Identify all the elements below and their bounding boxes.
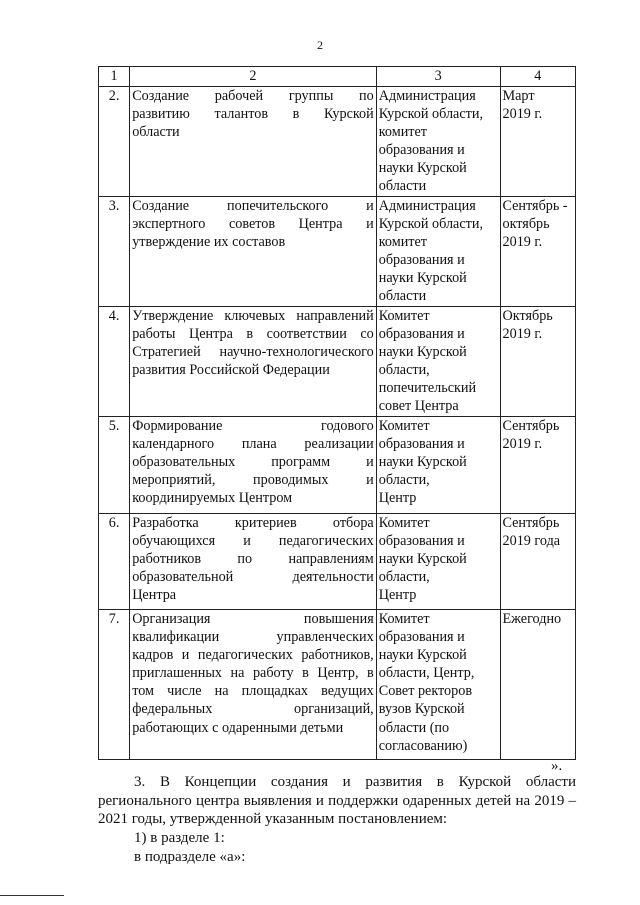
task-cell-line: области	[132, 124, 180, 141]
deadline-cell	[500, 87, 576, 197]
responsible-cell-line: образования и	[378, 436, 465, 453]
task-cell-line: образовательных программ и	[132, 454, 374, 471]
deadline-cell	[500, 514, 576, 610]
responsible-cell-line: науки Курской	[378, 551, 467, 568]
responsible-cell-line: области,	[378, 472, 430, 489]
responsible-cell-line: Центр	[378, 490, 417, 507]
table-row	[99, 87, 576, 197]
deadline-cell-line: 2019 г.	[502, 106, 543, 123]
task-cell-line: работы Центра в соответствии со	[132, 326, 374, 343]
task-cell-line: Стратегией научно-технологического	[132, 344, 374, 361]
row-number: 7.	[99, 610, 130, 760]
deadline-cell-line: Ежегодно	[502, 611, 562, 627]
responsible-cell-line: науки Курской	[378, 344, 467, 361]
footnote-divider	[0, 895, 64, 896]
row-number: 3.	[99, 197, 130, 307]
deadline-cell	[500, 307, 576, 417]
deadline-cell-line: Октябрь	[502, 308, 553, 324]
subitem-subsection-a: в подразделе «а»:	[134, 849, 246, 865]
responsible-cell-line: области (по	[378, 719, 450, 736]
task-cell-line: календарного плана реализации	[132, 436, 374, 453]
task-cell-line: развития Российской Федерации	[132, 362, 330, 379]
header-col-3: 3	[376, 67, 500, 87]
responsible-cell	[376, 514, 500, 610]
responsible-cell-line: совет Центра	[378, 398, 459, 415]
table-row	[99, 417, 576, 514]
row-number: 6.	[99, 514, 130, 610]
responsible-cell-line: Комитет	[378, 515, 430, 531]
closing-quote: ».	[551, 758, 563, 774]
task-cell	[130, 87, 377, 197]
task-cell-line: экспертного советов Центра и	[132, 216, 374, 233]
task-cell-line: Создание рабочей группы по	[132, 88, 374, 104]
table-row	[99, 514, 576, 610]
responsible-cell-line: Курской области,	[378, 106, 483, 123]
task-cell-line: обучающихся и педагогических	[132, 533, 374, 550]
responsible-cell-line: образования и	[378, 533, 465, 550]
task-cell	[130, 514, 377, 610]
task-cell	[130, 417, 377, 514]
task-cell-line: приглашенных на работу в Центр, в	[132, 665, 374, 682]
row-number: 4.	[99, 307, 130, 417]
responsible-cell-line: образования и	[378, 252, 465, 269]
task-cell-line: работников по направлениям	[132, 551, 374, 568]
deadline-cell	[500, 417, 576, 514]
task-cell	[130, 307, 377, 417]
subitem-section-1: 1) в разделе 1:	[134, 830, 225, 846]
deadline-cell-line: 2019 года	[502, 533, 561, 550]
deadline-cell	[500, 610, 576, 760]
responsible-cell-line: Администрация	[378, 88, 476, 104]
row-number: 2.	[99, 87, 130, 197]
table-row	[99, 610, 576, 760]
responsible-cell-line: области,	[378, 362, 430, 379]
responsible-cell-line: Совет ректоров	[378, 683, 473, 700]
task-cell-line: квалификации управленческих	[132, 629, 374, 646]
responsible-cell-line: комитет	[378, 124, 427, 141]
task-cell-line: утверждение их составов	[132, 234, 286, 251]
row-number: 5.	[99, 417, 130, 514]
page-number: 2	[317, 38, 323, 52]
responsible-cell-line: Курской области,	[378, 216, 483, 233]
table-row	[99, 197, 576, 307]
table-row	[99, 307, 576, 417]
table-header-row	[99, 67, 576, 87]
task-cell	[130, 197, 377, 307]
responsible-cell	[376, 87, 500, 197]
deadline-cell-line: 2019 г.	[502, 436, 543, 453]
task-cell-line: образовательной деятельности	[132, 569, 374, 586]
header-col-4: 4	[500, 67, 576, 87]
deadline-cell	[500, 197, 576, 307]
responsible-cell-line: комитет	[378, 234, 427, 251]
responsible-cell-line: науки Курской	[378, 270, 467, 287]
responsible-cell-line: образования и	[378, 629, 465, 646]
responsible-cell-line: вузов Курской	[378, 701, 465, 718]
deadline-cell-line: Сентябрь	[502, 515, 560, 531]
responsible-cell-line: области,	[378, 569, 430, 586]
task-cell-line: мероприятий, проводимых и	[132, 472, 374, 489]
task-cell-line: Утверждение ключевых направлений	[132, 308, 374, 324]
paragraph-3: 3. В Концепции создания и развития в Курской области регионального центра выявления и поддержки одаренных детей на 2019 – 2021 годы, утвержденной указанным постановлением:	[98, 774, 576, 827]
deadline-cell-line: 2019 г.	[502, 234, 543, 251]
task-cell-line: Создание попечительского и	[132, 198, 374, 214]
header-col-1: 1	[99, 67, 130, 87]
task-cell-line: Организация повышения	[132, 611, 374, 627]
task-cell-line: том числе на площадках ведущих	[132, 683, 374, 700]
responsible-cell-line: Центр	[378, 587, 417, 604]
deadline-cell-line: Сентябрь	[502, 418, 560, 434]
task-cell-line: федеральных организаций,	[132, 701, 374, 718]
responsible-cell-line: образования и	[378, 326, 465, 343]
responsible-cell-line: попечительский	[378, 380, 477, 397]
deadline-cell-line: Сентябрь -	[502, 198, 568, 214]
responsible-cell-line: согласованию)	[378, 737, 468, 754]
responsible-cell-line: Комитет	[378, 308, 430, 324]
responsible-cell-line: области	[378, 288, 427, 305]
task-cell-line: развитию талантов в Курской	[132, 106, 374, 123]
responsible-cell-line: Комитет	[378, 611, 430, 627]
responsible-cell-line: науки Курской	[378, 647, 467, 664]
responsible-cell-line: науки Курской	[378, 454, 467, 471]
responsible-cell	[376, 197, 500, 307]
task-cell-line: Формирование годового	[132, 418, 374, 434]
responsible-cell	[376, 417, 500, 514]
header-col-2: 2	[130, 67, 377, 87]
responsible-cell-line: науки Курской	[378, 160, 467, 177]
task-cell	[130, 610, 377, 760]
task-cell-line: координируемых Центром	[132, 490, 293, 507]
action-plan-table	[98, 66, 576, 760]
deadline-cell-line: октябрь	[502, 216, 550, 233]
responsible-cell-line: области	[378, 178, 427, 195]
deadline-cell-line: Март	[502, 88, 535, 104]
responsible-cell-line: Администрация	[378, 198, 476, 214]
responsible-cell	[376, 610, 500, 760]
responsible-cell-line: области, Центр,	[378, 665, 475, 682]
task-cell-line: Разработка критериев отбора	[132, 515, 374, 531]
task-cell-line: работающих с одаренными детьми	[132, 719, 344, 736]
responsible-cell	[376, 307, 500, 417]
responsible-cell-line: образования и	[378, 142, 465, 159]
task-cell-line: Центра	[132, 587, 177, 604]
responsible-cell-line: Комитет	[378, 418, 430, 434]
deadline-cell-line: 2019 г.	[502, 326, 543, 343]
task-cell-line: кадров и педагогических работников,	[132, 647, 374, 664]
